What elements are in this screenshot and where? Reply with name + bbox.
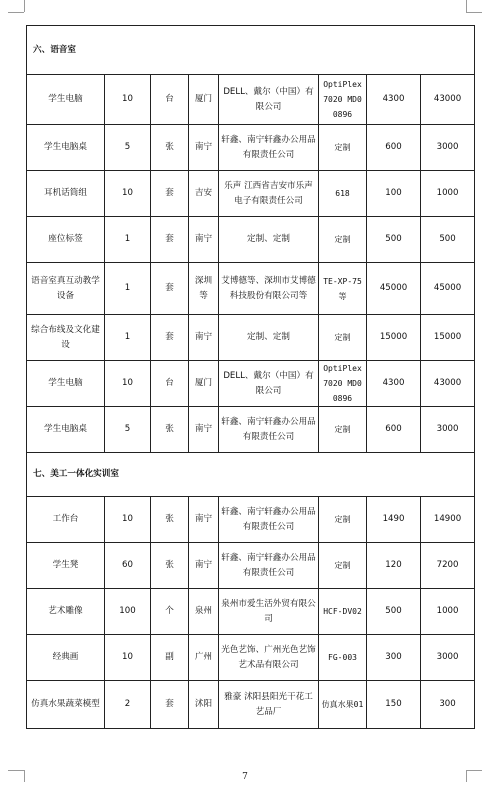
cell-qty: 1 bbox=[105, 315, 151, 361]
cell-qty: 5 bbox=[105, 125, 151, 171]
cell-unit: 个 bbox=[151, 589, 189, 635]
table-row bbox=[27, 407, 475, 453]
cell-price: 120 bbox=[367, 543, 421, 589]
table-body bbox=[27, 26, 475, 729]
equipment-table bbox=[26, 25, 475, 729]
cell-qty: 100 bbox=[105, 589, 151, 635]
cell-origin: 泉州 bbox=[189, 589, 219, 635]
cell-origin: 南宁 bbox=[189, 497, 219, 543]
cell-price: 4300 bbox=[367, 361, 421, 407]
cell-total: 43000 bbox=[421, 75, 475, 125]
cell-unit: 副 bbox=[151, 635, 189, 681]
cell-maker: DELL、戴尔（中国）有限公司 bbox=[219, 75, 319, 125]
cell-maker: 光色艺饰、广州光色艺饰艺术品有限公司 bbox=[219, 635, 319, 681]
cell-unit: 张 bbox=[151, 407, 189, 453]
table-row bbox=[27, 171, 475, 217]
cell-origin: 厦门 bbox=[189, 361, 219, 407]
cell-total: 300 bbox=[421, 681, 475, 729]
cell-model: OptiPlex 7020 MD00896 bbox=[319, 361, 367, 407]
cell-unit: 台 bbox=[151, 361, 189, 407]
cell-model: 定制 bbox=[319, 125, 367, 171]
cell-name: 学生电脑桌 bbox=[27, 125, 105, 171]
cell-name: 综合布线及文化建设 bbox=[27, 315, 105, 361]
cell-origin: 南宁 bbox=[189, 543, 219, 589]
table-row bbox=[27, 681, 475, 729]
cell-maker: 艾博德等、深圳市艾博德科技股份有限公司等 bbox=[219, 263, 319, 315]
cell-name: 工作台 bbox=[27, 497, 105, 543]
cell-model: 定制 bbox=[319, 497, 367, 543]
cell-unit: 套 bbox=[151, 681, 189, 729]
cell-origin: 厦门 bbox=[189, 75, 219, 125]
crop-mark-top-left bbox=[8, 12, 24, 13]
cell-name: 仿真水果蔬菜模型 bbox=[27, 681, 105, 729]
cell-maker: 泉州市爱生活外贸有限公司 bbox=[219, 589, 319, 635]
cell-name: 座位标签 bbox=[27, 217, 105, 263]
cell-total: 43000 bbox=[421, 361, 475, 407]
cell-name: 学生凳 bbox=[27, 543, 105, 589]
cell-unit: 台 bbox=[151, 75, 189, 125]
cell-unit: 张 bbox=[151, 497, 189, 543]
cell-unit: 套 bbox=[151, 217, 189, 263]
cell-origin: 南宁 bbox=[189, 217, 219, 263]
cell-maker: 轩鑫、南宁轩鑫办公用品有限责任公司 bbox=[219, 543, 319, 589]
cell-origin: 沭阳 bbox=[189, 681, 219, 729]
cell-origin: 南宁 bbox=[189, 125, 219, 171]
cell-price: 600 bbox=[367, 407, 421, 453]
crop-mark-bottom-left bbox=[8, 770, 24, 771]
cell-model: FG-003 bbox=[319, 635, 367, 681]
cell-unit: 套 bbox=[151, 171, 189, 217]
cell-origin: 南宁 bbox=[189, 407, 219, 453]
cell-total: 3000 bbox=[421, 635, 475, 681]
cell-maker: 轩鑫、南宁轩鑫办公用品有限责任公司 bbox=[219, 125, 319, 171]
cell-price: 100 bbox=[367, 171, 421, 217]
table-row bbox=[27, 543, 475, 589]
cell-qty: 1 bbox=[105, 217, 151, 263]
cell-total: 14900 bbox=[421, 497, 475, 543]
table-row bbox=[27, 589, 475, 635]
cell-maker: 轩鑫、南宁轩鑫办公用品有限责任公司 bbox=[219, 497, 319, 543]
cell-total: 7200 bbox=[421, 543, 475, 589]
page-number: 7 bbox=[242, 772, 248, 782]
cell-total: 1000 bbox=[421, 171, 475, 217]
cell-qty: 2 bbox=[105, 681, 151, 729]
cell-price: 1490 bbox=[367, 497, 421, 543]
cell-total: 500 bbox=[421, 217, 475, 263]
crop-mark-top-right bbox=[466, 0, 467, 12]
cell-total: 3000 bbox=[421, 407, 475, 453]
cell-price: 15000 bbox=[367, 315, 421, 361]
cell-model: 定制 bbox=[319, 407, 367, 453]
table-row bbox=[27, 217, 475, 263]
cell-model: TE-XP-75等 bbox=[319, 263, 367, 315]
table-row bbox=[27, 315, 475, 361]
table-row bbox=[27, 75, 475, 125]
cell-unit: 套 bbox=[151, 315, 189, 361]
cell-maker: DELL、戴尔（中国）有限公司 bbox=[219, 361, 319, 407]
cell-unit: 套 bbox=[151, 263, 189, 315]
cell-qty: 10 bbox=[105, 75, 151, 125]
cell-model: 仿真水果01 bbox=[319, 681, 367, 729]
crop-mark-bottom-right bbox=[466, 770, 482, 771]
cell-name: 耳机话筒组 bbox=[27, 171, 105, 217]
table-row bbox=[27, 497, 475, 543]
cell-name: 艺术雕像 bbox=[27, 589, 105, 635]
cell-price: 500 bbox=[367, 589, 421, 635]
cell-model: 定制 bbox=[319, 217, 367, 263]
cell-model: 618 bbox=[319, 171, 367, 217]
table-row bbox=[27, 125, 475, 171]
cell-origin: 南宁 bbox=[189, 315, 219, 361]
cell-unit: 张 bbox=[151, 125, 189, 171]
section-header-row bbox=[27, 453, 475, 497]
cell-maker: 乐声 江西省吉安市乐声电子有限责任公司 bbox=[219, 171, 319, 217]
cell-price: 4300 bbox=[367, 75, 421, 125]
cell-price: 300 bbox=[367, 635, 421, 681]
cell-name: 学生电脑 bbox=[27, 361, 105, 407]
crop-mark-top-right bbox=[466, 12, 482, 13]
cell-name: 经典画 bbox=[27, 635, 105, 681]
section-title: 七、美工一体化实训室 bbox=[27, 453, 475, 497]
cell-total: 15000 bbox=[421, 315, 475, 361]
cell-price: 150 bbox=[367, 681, 421, 729]
cell-maker: 雅豪 沭阳县阳光干花工艺品厂 bbox=[219, 681, 319, 729]
cell-price: 600 bbox=[367, 125, 421, 171]
table-row bbox=[27, 361, 475, 407]
cell-unit: 张 bbox=[151, 543, 189, 589]
cell-model: HCF-DV02 bbox=[319, 589, 367, 635]
cell-price: 500 bbox=[367, 217, 421, 263]
crop-mark-top-left bbox=[24, 0, 25, 12]
cell-qty: 5 bbox=[105, 407, 151, 453]
cell-qty: 10 bbox=[105, 171, 151, 217]
cell-origin: 广州 bbox=[189, 635, 219, 681]
table-row bbox=[27, 635, 475, 681]
cell-total: 45000 bbox=[421, 263, 475, 315]
cell-model: 定制 bbox=[319, 315, 367, 361]
cell-qty: 60 bbox=[105, 543, 151, 589]
cell-maker: 定制、定制 bbox=[219, 315, 319, 361]
cell-total: 3000 bbox=[421, 125, 475, 171]
cell-qty: 10 bbox=[105, 635, 151, 681]
cell-model: 定制 bbox=[319, 543, 367, 589]
cell-origin: 深圳等 bbox=[189, 263, 219, 315]
cell-price: 45000 bbox=[367, 263, 421, 315]
cell-origin: 吉安 bbox=[189, 171, 219, 217]
cell-qty: 1 bbox=[105, 263, 151, 315]
cell-qty: 10 bbox=[105, 497, 151, 543]
section-title: 六、语音室 bbox=[27, 26, 475, 75]
cell-name: 语音室真互动教学设备 bbox=[27, 263, 105, 315]
cell-qty: 10 bbox=[105, 361, 151, 407]
cell-model: OptiPlex 7020 MD00896 bbox=[319, 75, 367, 125]
cell-name: 学生电脑桌 bbox=[27, 407, 105, 453]
cell-name: 学生电脑 bbox=[27, 75, 105, 125]
cell-total: 1000 bbox=[421, 589, 475, 635]
cell-maker: 轩鑫、南宁轩鑫办公用品有限责任公司 bbox=[219, 407, 319, 453]
section-header-row bbox=[27, 26, 475, 75]
table-row bbox=[27, 263, 475, 315]
cell-maker: 定制、定制 bbox=[219, 217, 319, 263]
